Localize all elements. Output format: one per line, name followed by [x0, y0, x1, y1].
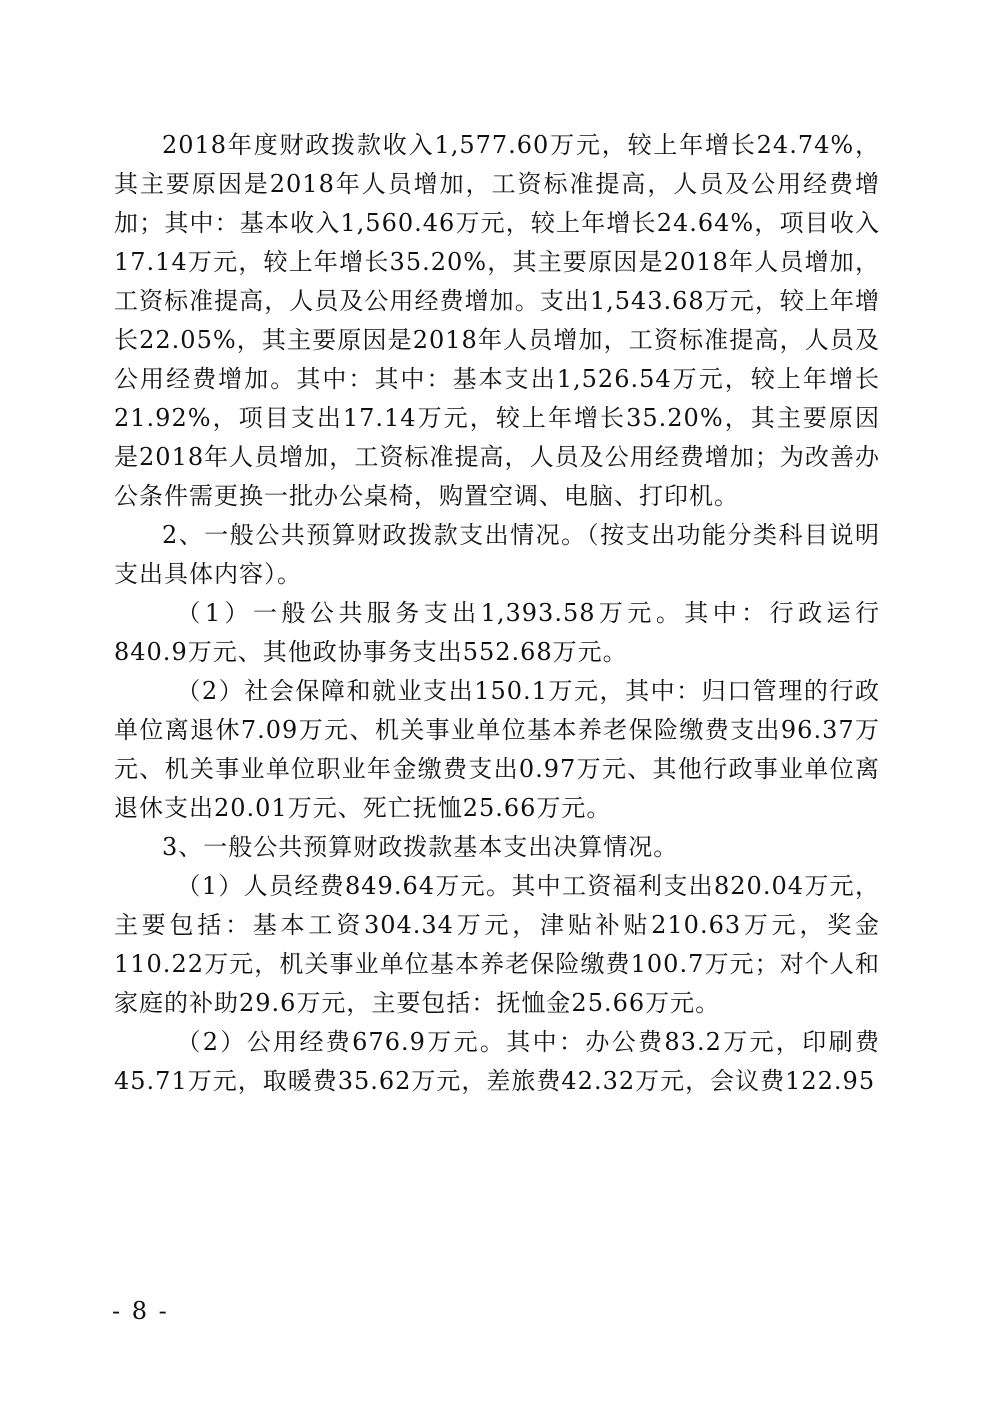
heading-basic-expenditure: 3、一般公共预算财政拨款基本支出决算情况。	[162, 833, 679, 861]
paragraph-public-service-expenditure: （1）一般公共服务支出1,393.58万元。其中：行政运行840.9万元、其他政协事务支出552.68万元。	[114, 599, 880, 666]
document-body	[114, 126, 880, 1101]
paragraph-social-security-expenditure: （2）社会保障和就业支出150.1万元，其中：归口管理的行政单位离退休7.09万元、机关事业单位基本养老保险缴费支出96.37万元、机关事业单位职业年金缴费支出0.97万元、其他行政事业单位离退休支出20.01万元、死亡抚恤25.66万元。	[114, 677, 880, 822]
page-number: - 8 -	[112, 1297, 169, 1325]
paragraph-personnel-expenses: （1）人员经费849.64万元。其中工资福利支出820.04万元，主要包括：基本工资304.34万元，津贴补贴210.63万元，奖金110.22万元，机关事业单位基本养老保险缴费100.7万元；对个人和家庭的补助29.6万元，主要包括：抚恤金25.66万元。	[114, 872, 880, 1017]
paragraph-public-expenses: （2）公用经费676.9万元。其中：办公费83.2万元，印刷费45.71万元，取暖费35.62万元，差旅费42.32万元，会议费122.95	[114, 1028, 880, 1095]
heading-general-budget-expenditure: 2、一般公共预算财政拨款支出情况。（按支出功能分类科目说明支出具体内容）。	[114, 521, 880, 588]
paragraph-revenue-expenditure: 2018年度财政拨款收入1,577.60万元，较上年增长24.74%，其主要原因是2018年人员增加，工资标准提高，人员及公用经费增加；其中：基本收入1,560.46万元，较上年增长24.64%，项目收入17.14万元，较上年增长35.20%，其主要原因是2018年人员增加，工资标准提高，人员及公用经费增加。支出1,543.68万元，较上年增长22.05%，其主要原因是2018年人员增加，工资标准提高，人员及公用经费增加。其中：其中：基本支出1,526.54万元，较上年增长21.92%，项目支出17.14万元，较上年增长35.20%，其主要原因是2018年人员增加，工资标准提高，人员及公用经费增加；为改善办公条件需更换一批办公桌椅，购置空调、电脑、打印机。	[114, 131, 880, 510]
